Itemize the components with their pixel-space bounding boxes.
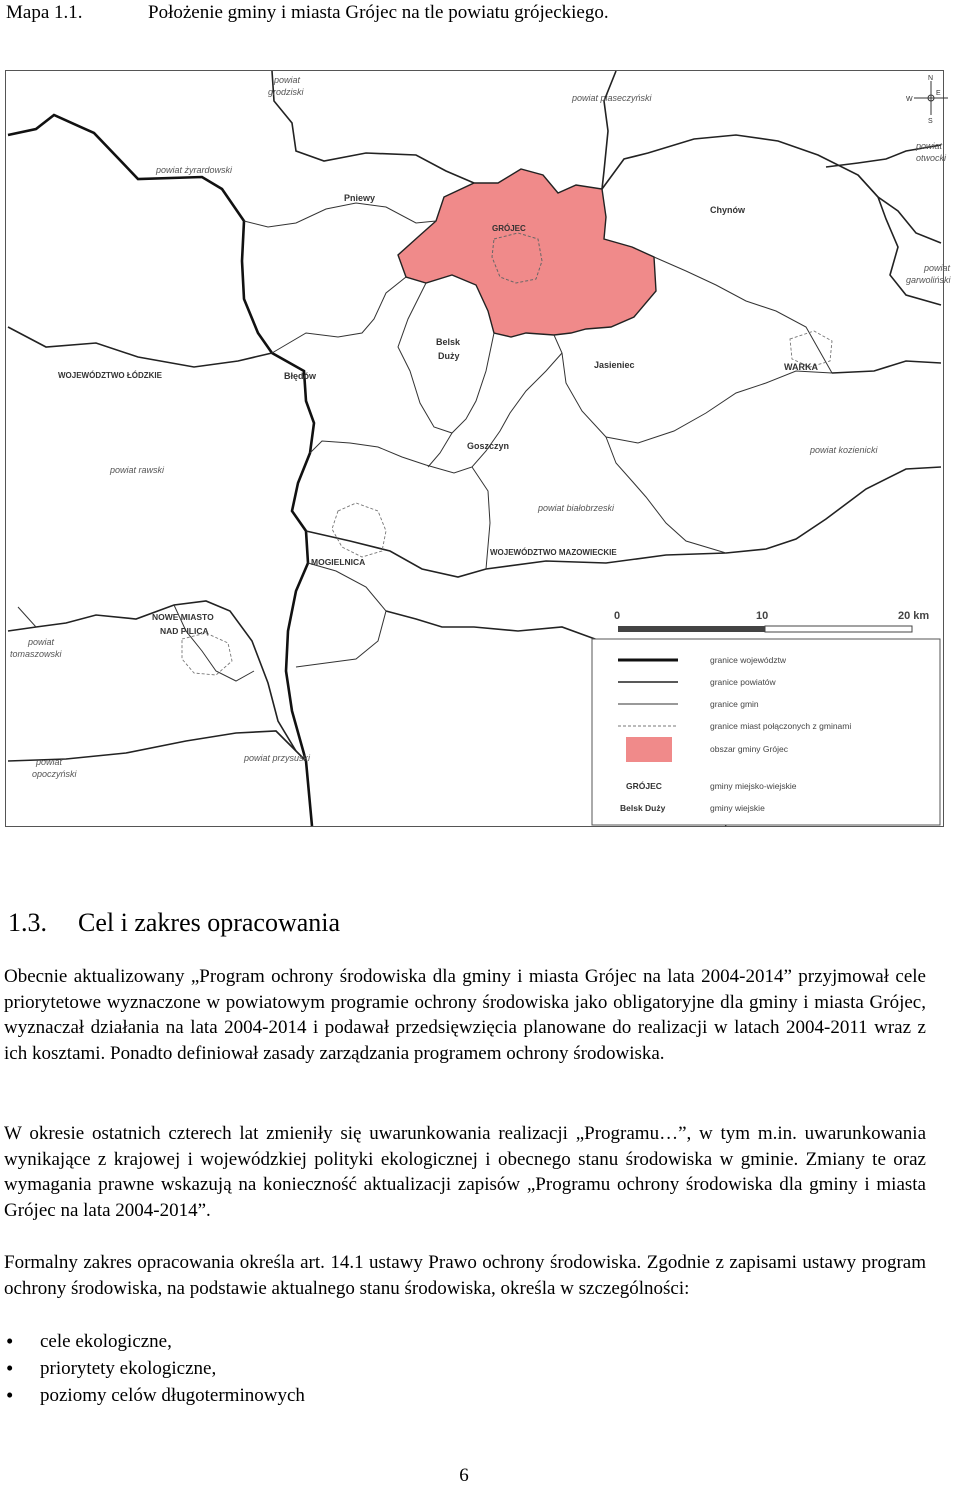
legend-item-gmin: granice gmin xyxy=(710,699,759,709)
legend-example-label-1: gminy miejsko-wiejskie xyxy=(710,781,797,791)
label-powiat-grodziski-1: powiat xyxy=(274,75,301,85)
label-woj-lodzkie: WOJEWÓDZTWO ŁÓDZKIE xyxy=(58,371,162,380)
map-legend xyxy=(592,639,940,825)
label-pniewy: Pniewy xyxy=(344,193,376,203)
label-powiat-piaseczynski: powiat piaseczyński xyxy=(572,93,652,103)
label-goszczyn: Goszczyn xyxy=(467,441,510,451)
label-powiat-tomaszowski-1: powiat xyxy=(28,637,55,647)
label-belsk-1: Belsk xyxy=(436,337,461,347)
label-powiat-opoczynski-1: powiat xyxy=(36,757,63,767)
label-powiat-garwolinski-2: garwoliński xyxy=(906,275,951,285)
bullet-item: • poziomy celów długoterminowych xyxy=(4,1382,305,1409)
legend-item-miast: granice miast połączonych z gminami xyxy=(710,721,852,731)
section-title: Cel i zakres opracowania xyxy=(78,908,341,937)
label-chynow: Chynów xyxy=(710,205,745,215)
label-mogielnica: MOGIELNICA xyxy=(311,557,366,567)
map-caption xyxy=(6,2,609,24)
label-nowe-miasto-2: NAD PILICĄ xyxy=(160,626,209,636)
scale-tick-10: 10 xyxy=(756,610,769,622)
legend-item-obszar: obszar gminy Grójec xyxy=(710,744,788,754)
paragraph-3: Formalny zakres opracowania określa art. 14.1 ustawy Prawo ochrony środowiska. Zgodnie z zapisami ustawy program ochrony środowiska, na podstawie aktualnego stanu środowiska, określa w szczególności: xyxy=(4,1252,926,1299)
town-borders xyxy=(182,331,832,675)
map-figure xyxy=(5,70,951,827)
paragraph-2: W okresie ostatnich czterech lat zmieniły się uwarunkowania realizacji „Programu…”, w tym m.in. uwarunkowania wynikające z krajowej i wojewódzkiej polityki ekologicznej i obecnego stanu środowiska w gminie. Zmiany te oraz wymagania prawne wskazują na konieczność aktualizacji zapisów „Programu ochrony środowiska dla gminy i miasta Grójec na lata 2004-2014”. xyxy=(4,1123,926,1221)
scale-tick-20: 20 km xyxy=(898,610,930,622)
legend-example-sample-2: Belsk Duży xyxy=(620,803,666,813)
label-powiat-rawski: powiat rawski xyxy=(110,465,165,475)
grojec-gmina-area xyxy=(398,169,656,337)
caption-title: Położenie gminy i miasta Grójec na tle powiatu grójeckiego. xyxy=(148,2,609,23)
label-woj-mazowieckie: WOJEWÓDZTWO MAZOWIECKIE xyxy=(490,548,617,557)
label-powiat-zyrardowski: powiat żyrardowski xyxy=(156,165,233,175)
compass-rose xyxy=(906,75,948,125)
scale-bar xyxy=(614,610,929,632)
label-powiat-przysuski: powiat przysuski xyxy=(244,753,311,763)
legend-example-sample-1: GRÓJEC xyxy=(626,781,662,791)
bullet-item: • cele ekologiczne, xyxy=(4,1328,305,1355)
label-belsk-2: Duży xyxy=(438,351,460,361)
label-bledow: Błędów xyxy=(284,371,317,381)
label-powiat-tomaszowski-2: tomaszowski xyxy=(10,649,62,659)
legend-example-label-2: gminy wiejskie xyxy=(710,803,765,813)
section-number: 1.3. xyxy=(8,908,47,937)
label-jasieniec: Jasieniec xyxy=(594,360,635,370)
svg-text:powiat xyxy=(273,75,301,85)
label-powiat-otwocki-1: powiat xyxy=(916,141,943,151)
bullet-item: • priorytety ekologiczne, xyxy=(4,1355,305,1382)
label-powiat-otwocki-2: otwocki xyxy=(916,153,947,163)
section-heading xyxy=(8,908,340,938)
label-powiat-garwolinski-1: powiat xyxy=(924,263,951,273)
compass-w: W xyxy=(906,96,913,103)
compass-n: N xyxy=(928,75,934,82)
label-powiat-kozienicki: powiat kozienicki xyxy=(810,445,878,455)
scale-tick-0: 0 xyxy=(614,610,621,622)
paragraph-1: Obecnie aktualizowany „Program ochrony środowiska dla gminy i miasta Grójec na lata 2004-2014” przyjmował cele priorytetowe wyznaczone w powiatowym programie ochrony środowiska jako obligatoryjne dla gminy i miasta Grójec, wyznaczał działania na lata 2004-2014 i podawał przedsięwzięcia planowane do realizacji w latach 2004-2011 wraz z ich kosztami. Ponadto definiował zasady zarządzania programem ochrony środowiska. xyxy=(4,966,926,1064)
caption-number: Mapa 1.1. xyxy=(6,2,83,23)
svg-text:grodziski xyxy=(268,87,305,97)
label-powiat-grodziski-2: grodziski xyxy=(268,87,304,97)
legend-item-wojewodztw: granice województw xyxy=(710,655,787,665)
compass-e: E xyxy=(936,90,941,97)
bullet-list xyxy=(4,1328,305,1409)
compass-s: S xyxy=(928,118,933,125)
label-grojec: GRÓJEC xyxy=(492,224,526,233)
legend-item-powiatow: granice powiatów xyxy=(710,677,776,687)
page-number: 6 xyxy=(459,1465,469,1486)
label-powiat-bialobrzeski: powiat białobrzeski xyxy=(538,503,615,513)
label-powiat-opoczynski-2: opoczyński xyxy=(32,769,77,779)
label-nowe-miasto-1: NOWE MIASTO xyxy=(152,612,214,622)
label-warka: WARKA xyxy=(784,362,818,372)
